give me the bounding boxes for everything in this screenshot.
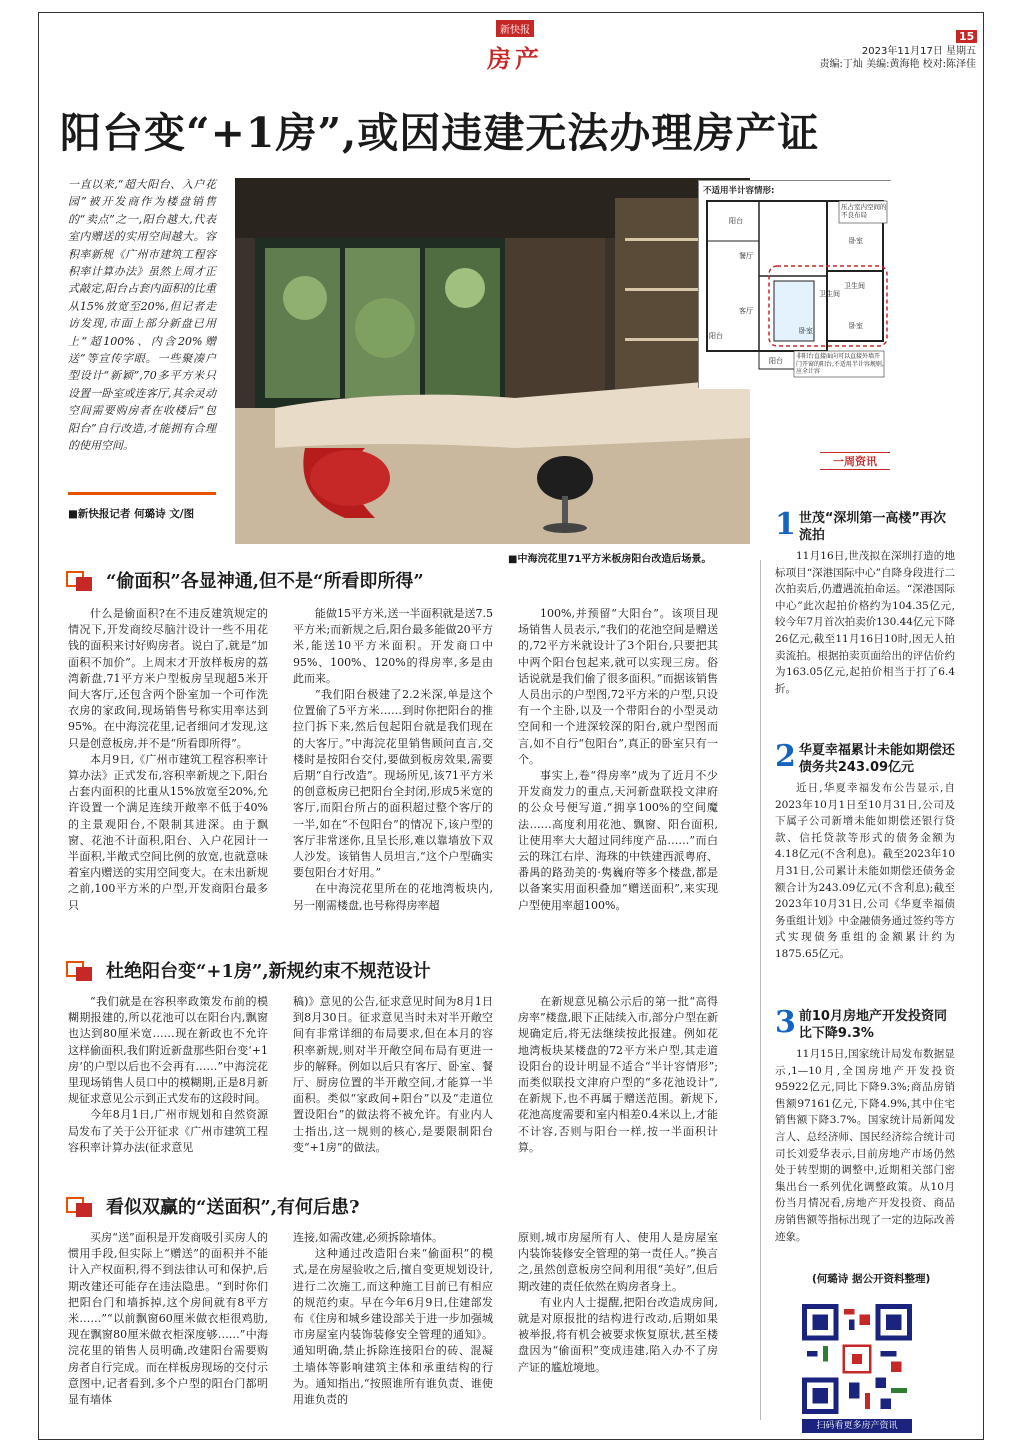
article-paragraph: 100%,并预留“大阳台”。该项目现场销售人员表示,“我们的花池空间是赠送的,72平方米就设计了3个阳台,只要把其中两个阳台包起来,就可以实现三房。俗话说就是我们偷了很多面积。”而据该销售人员出示的户型图,72平方米的户型,只设有一个主卧,以及一个带阳台的小型灵动空间和一个进深较深的阳台,就户型图而言,如不自行“包阳台”,真正的卧室只有一个。 bbox=[518, 607, 718, 766]
column-divider bbox=[760, 560, 761, 1420]
article-column bbox=[293, 606, 493, 914]
diagram-room-label: 卫生间 bbox=[819, 290, 840, 298]
article-paragraph: 买房“送”面积是开发商吸引买房人的惯用手段,但实际上“赠送”的面积并不能计入产权面积,得不到法律认可和保护,后期改建还可能存在违法隐患。“到时你们把阳台门和墙拆掉,这个房间就有8平方米……”“以前飘窗60厘米做衣柜很鸡肋,现在飘窗80厘米做衣柜深度够……”中海浣花里的销售人员明确,改建阳台需要购房者自行完成。而在样板房现场的交付示意图中,记者看到,多个户型的阳台门都明显有墙体 bbox=[68, 1231, 268, 1407]
news-body: 近日,华夏幸福发布公告显示,自2023年10月1日至10月31日,公司及下属子公司新增未能如期偿还银行贷款、信托贷款等形式的债务金额为4.18亿元(不含利息)。截至2023年10月31日,公司累计未能如期偿还债务金额合计为243.09亿元(不含利息);截至2023年10月31日,公司《华夏幸福债务重组计划》中金融债务通过签约等方式实现债务重组的金额累计约为1875.65亿元。 bbox=[775, 782, 955, 960]
article-paragraph: 连接,如需改建,必须拆除墙体。 bbox=[293, 1231, 443, 1244]
article-column bbox=[68, 994, 268, 1156]
diagram-room-label: 阳台 bbox=[769, 357, 783, 365]
issue-date: 2023年11月17日 星期五 bbox=[861, 46, 976, 57]
article-column bbox=[518, 1230, 718, 1376]
diagram-room-label: 客厅 bbox=[739, 307, 753, 315]
article-paragraph: 在新规意见稿公示后的第一批“高得房率”楼盘,眼下正陆续入市,部分户型在新规确定后,将无法继续按此报建。例如花地湾板块某楼盘的72平方米户型,其走道设阳台的设计明显不适合“半计容情形”;而类似联投文津府户型的“多花池设计”,在新规下,也不再属于赠送范围。新规下,花池高度需要和室内相差0.4米以上,才能不计容,否则与阳台一样,按一半面积计算。 bbox=[518, 995, 718, 1154]
headline: 阳台变“+1房”,或因违建无法办理房产证 bbox=[60, 109, 820, 157]
article-column bbox=[518, 994, 718, 1156]
showroom-photo bbox=[235, 178, 750, 544]
diagram-room-label: 卧室 bbox=[849, 237, 863, 245]
article-paragraph: 稿)》意见的公告,征求意见时间为8月1日到8月30日。征求意见当时未对半开敞空间有非常详细的布局要求,但在本月的容积率新规,则对半开敞空间布局有更进一步的解释。例如以后只有客厅、卧室、餐厅、厨房位置的半开敞空间,才能算一半面积。类似“家政间+阳台”以及“走道位置设阳台”的做法将不被允许。有业内人士指出,这一规则的核心,是要限制阳台变“+1房”的做法。 bbox=[293, 995, 493, 1154]
news-number: 3 bbox=[775, 1005, 796, 1040]
lead-divider bbox=[68, 492, 216, 495]
editor-credits: 责编:丁灿 美编:黄海艳 校对:陈泽佳 bbox=[819, 59, 976, 70]
section-title: “偷面积”各显神通,但不是“所看即所得” bbox=[106, 571, 424, 592]
news-body: 11月16日,世茂拟在深圳打造的地标项目“深港国际中心”自降身段进行二次拍卖后,仍遭遇流拍命运。“深港国际中心”此次起拍价格约为104.35亿元,较今年7月首次拍卖价130.44亿元下降26亿元,截至11月16日10时,因无人拍卖流拍。根据拍卖页面给出的评估价约为163.05亿元,起拍价相当于打了6.4折。 bbox=[775, 550, 955, 695]
section-marker-icon bbox=[66, 569, 96, 591]
news-body: 11月15日,国家统计局发布数据显示,1—10月,全国房地产开发投资95922亿元,同比下降9.3%;商品房销售额97161亿元,下降4.9%,其中住宅销售额下降3.7%。国家统计局新闻发言人、总经济师、国民经济综合统计司司长刘爱华表示,目前房地产市场仍然处于转型期的调整中,近期相关部门密集出台一系列优化调整政策。从10月份当月情况看,房地产开发投资、商品房销售额等指标出现了一定的边际改善迹象。 bbox=[775, 1048, 955, 1243]
article-column bbox=[293, 994, 493, 1156]
article-column bbox=[518, 606, 718, 914]
article-paragraph: 在中海浣花里所在的花地湾板块内,另一刚需楼盘,也号称得房率超 bbox=[293, 882, 493, 912]
news-title: 前10月房地产开发投资同比下降9.3% bbox=[798, 1009, 947, 1041]
floor-plan-diagram bbox=[698, 180, 891, 388]
news-headline bbox=[775, 739, 955, 776]
news-headline bbox=[775, 507, 955, 544]
diagram-room-label: 阳台 bbox=[729, 217, 743, 225]
diagram-room-label: 餐厅 bbox=[739, 252, 753, 260]
news-item bbox=[775, 739, 955, 963]
section-heading bbox=[66, 566, 424, 594]
article-paragraph: 能做15平方米,送一半面积就是送7.5平方米;而新规之后,阳台最多能做20平方米,能送10平方米面积。开发商口中95%、100%、120%的得房率,多是由此而来。 bbox=[293, 607, 493, 685]
article-column bbox=[293, 1230, 493, 1408]
article-paragraph: 本月9日,《广州市建筑工程容积率计算办法》正式发布,容积率新规之下,阳台占套内面积的比重从15%放宽至20%,允许设置一个满足连续开敞率不低于40%的主景观阳台,不限制其进深。由于飘窗、花池不计面积,阳台、入户花园计一半面积,半敞式空间比例的放宽,也就意味着室内赠送的实用空间变大。在未出新规之前,100平方米的户型,开发商阳台最多只 bbox=[68, 752, 268, 912]
diagram-note: 非阳台直接面向可以直接外墙开门开窗的阳台,不适用半计容规则,应全计容 bbox=[796, 353, 884, 375]
news-title: 世茂“深圳第一高楼”再次流拍 bbox=[798, 511, 946, 543]
section-marker-icon bbox=[66, 1195, 96, 1217]
news-title: 华夏幸福累计未能如期偿还债务共243.09亿元 bbox=[798, 743, 955, 775]
section-name: 房产 bbox=[487, 44, 543, 73]
article-paragraph: 什么是偷面积?在不违反建筑规定的情况下,开发商绞尽脑汁设计一些不用花钱的面积来讨好购房者。说白了,就是“加面积不加价”。上周末才开放样板房的荔湾新盘,71平方米户型板房呈现超5米开间大客厅,还包含两个卧室加一个可作洗衣房的家政间,现场销售号称实用率达到95%。在中海浣花里,记者细问才发现,这只是创意板房,并不是“所看即所得”。 bbox=[68, 607, 268, 750]
diagram-note: 压占室内空间的不良布局 bbox=[841, 203, 887, 219]
diagram-room-label: 卫生间 bbox=[844, 282, 865, 290]
lead-paragraph: 一直以来,“超大阳台、入户花园”被开发商作为楼盘销售的“卖点”之一,阳台越大,代表室内赠送的实用空间越大。容积率新规《广州市建筑工程容积率计算办法》虽然上周才正式敲定,阳台占套内面积的比重从15%放宽至20%,但记者走访发现,市面上部分新盘已用上“超100%、内含20%赠送”等宣传字眼。一些聚凑户型设计“新颖”,70多平方米只设置一卧室或连客厅,其余灵动空间需要购房者在收楼后“包阳台”自行改造,才能拥有合理的使用空间。 bbox=[68, 178, 216, 453]
article-paragraph: “我们就是在容积率政策发布前的模糊期报建的,所以花池可以在阳台内,飘窗也达到80厘米宽……现在新政也不允许这样偷面积,我们附近新盘那些阳台变‘+1房’的户型以后也不会再有……”中海浣花里现场销售人员口中的模糊期,正是8月新规征求意见公示到正式发布的这段时间。 bbox=[68, 995, 268, 1106]
article-paragraph: 这种通过改造阳台来“偷面积”的模式,是在房屋验收之后,擅自变更规划设计,进行二次施工,而这种施工目前已有相应的规范约束。早在今年6月9日,住建部发布《住房和城乡建设部关于进一步加强城市房屋室内装饰装修安全管理的通知》。通知明确,禁止拆除连接阳台的砖、混凝土墙体等影响建筑主体和承重结构的行为。通知指出,“按照谁所有谁负责、谁使用谁负责的 bbox=[293, 1247, 493, 1407]
news-tag: 一周资讯 bbox=[820, 452, 890, 470]
diagram-title: 不适用半计容情形: bbox=[703, 186, 775, 196]
article-paragraph: 有业内人士提醒,把阳台改造成房间,就是对原报批的结构进行改动,后期如果被举报,将有机会被要求恢复原状,甚至楼盘因为“偷面积”变成违建,陷入办不了房产证的尴尬境地。 bbox=[518, 1295, 718, 1374]
news-number: 2 bbox=[775, 739, 796, 774]
dateline bbox=[820, 45, 976, 71]
article-paragraph: 今年8月1日,广州市规划和自然资源局发布了关于公开征求《广州市建筑工程容积率计算办法(征求意见 bbox=[68, 1108, 268, 1154]
section-title: 杜绝阳台变“+1房”,新规约束不规范设计 bbox=[106, 961, 431, 982]
news-headline bbox=[775, 1005, 955, 1042]
article-paragraph: 事实上,卷“得房率”成为了近月不少开发商发力的重点,天河新盘联投文津府的公众号便写道,“拥享100%的空间魔法……高度利用花池、飘窗、阳台面积,让使用率大大超过同纬度产品……”而白云的珠江右岸、海珠的中铁建西派粤府、番禺的路劲美的·隽巍府等多个楼盘,都是以备案实用面积叠加“赠送面积”,来实现户型使用率超100%。 bbox=[518, 769, 718, 912]
photo-caption: ■中海浣花里71平方米板房阳台改造后场景。 bbox=[508, 554, 712, 565]
article-paragraph: 原则,城市房屋所有人、使用人是房屋室内装饰装修安全管理的第一责任人。”换言之,虽然创意板房空间利用很“美好”,但后期改建的责任依然在购房者身上。 bbox=[518, 1231, 718, 1293]
news-number: 1 bbox=[775, 507, 796, 542]
news-item bbox=[775, 1005, 955, 1245]
section-title: 看似双赢的“送面积”,有何后患? bbox=[106, 1197, 360, 1218]
article-column bbox=[68, 1230, 268, 1408]
qr-code-icon bbox=[802, 1304, 912, 1414]
masthead bbox=[470, 18, 560, 74]
diagram-room-label: 卧室 bbox=[799, 327, 813, 335]
qr-code[interactable] bbox=[802, 1304, 912, 1430]
news-credit: (何璐诗 据公开资料整理) bbox=[812, 1273, 931, 1285]
section-heading bbox=[66, 956, 431, 984]
masthead-brand: 新快报 bbox=[496, 20, 534, 37]
news-item bbox=[775, 507, 955, 697]
article-column bbox=[68, 606, 268, 914]
balcony-room-photo bbox=[235, 178, 750, 544]
article-paragraph: “我们阳台极建了2.2米深,单是这个位置偷了5平方米……到时你把阳台的推拉门拆下来,然后包起阳台就是我们现在的大客厅。”中海浣花里销售顾问直言,交楼时是按阳台交付,要做到板房效果,需要后期“自行改造”。现场所见,该71平方米的创意板房已把阳台全封闭,形成5米宽的客厅,而阳台所占的面积超过整个客厅的一半,如在“不包阳台”的情况下,该户型的客厅非常迷你,且呈长形,难以靠墙放下双人沙发。该销售人员坦言,“这个户型确实要包阳台才好用。” bbox=[293, 688, 493, 880]
diagram-room-label: 卧室 bbox=[849, 322, 863, 330]
byline: ■新快报记者 何璐诗 文/图 bbox=[68, 508, 195, 520]
diagram-room-label: 阳台 bbox=[709, 332, 723, 340]
section-heading bbox=[66, 1192, 360, 1220]
qr-caption: 扫码看更多房产资讯 bbox=[802, 1419, 912, 1433]
page-number: 15 bbox=[956, 30, 977, 43]
section-marker-icon bbox=[66, 959, 96, 981]
